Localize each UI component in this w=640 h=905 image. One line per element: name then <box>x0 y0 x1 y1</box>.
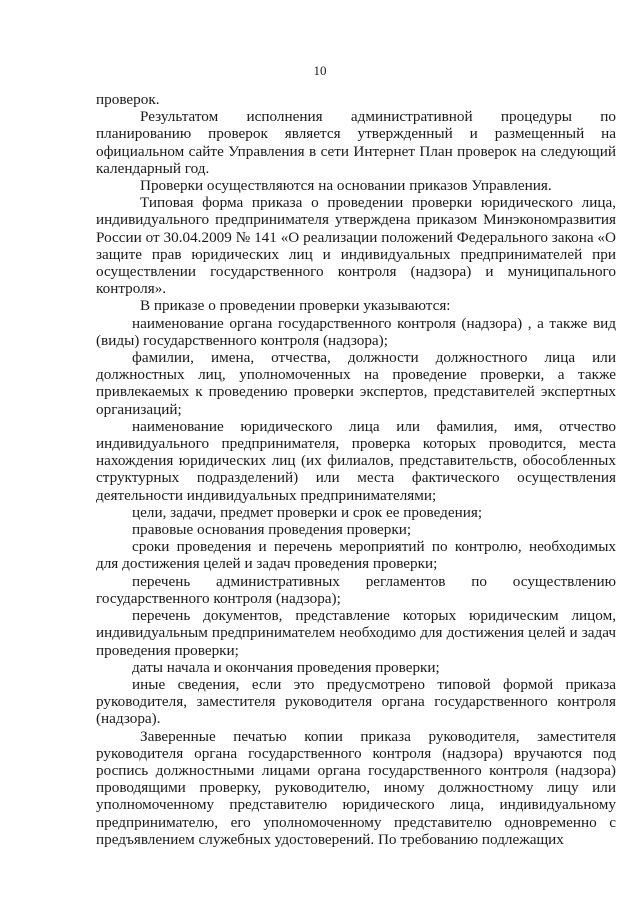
list-item: наименование органа государственного контроля (надзора) , а также вид (виды) государственного контроля (надзора); <box>96 314 616 349</box>
paragraph: Проверки осуществляются на основании приказов Управления. <box>140 177 552 195</box>
list-item: перечень документов, представление которых юридическим лицом, индивидуальным предпринимателем необходимо для достижения целей и задач проведения проверки; <box>96 607 616 659</box>
document-body <box>96 91 616 848</box>
list-item: цели, задачи, предмет проверки и срок ее проведения; <box>132 503 483 521</box>
list-item: правовые основания проведения проверки; <box>132 521 412 539</box>
list-item: сроки проведения и перечень мероприятий по контролю, необходимых для достижения целей и задач проведения проверки; <box>96 538 616 573</box>
paragraph: Заверенные печатью копии приказа руководителя, заместителя руководителя органа государственного контроля (надзора) вручаются под роспись должностными лицами органа государственного контроля (надзора) проводящими проверку, руководителю, иному должностному лицу или уполномоченному представителю юридического лица, индивидуальному предпринимателю, его уполномоченному представителю одновременно с предъявлением служебных удостоверений. По требованию подлежащих <box>96 727 616 848</box>
list-item: даты начала и окончания проведения проверки; <box>132 658 440 676</box>
list-item: иные сведения, если это предусмотрено типовой формой приказа руководителя, заместителя руководителя органа государственного контроля (надзора). <box>96 675 616 728</box>
paragraph: проверок. <box>96 91 160 108</box>
list-item: наименование юридического лица или фамилия, имя, отчество индивидуального предпринимателя, проверка которых проводится, места нахождения юридических лиц (их филиалов, представительств, обособленных структурных подразделений) или места фактического осуществления деятельности индивидуальных предпринимателями; <box>96 417 616 504</box>
paragraph: Результатом исполнения административной процедуры по планированию проверок является утвержденный и размещенный на официальном сайте Управления в сети Интернет План проверок на следующий календарный год. <box>96 108 616 177</box>
list-item: фамилии, имена, отчества, должности должностного лица или должностных лиц, уполномоченных на проведение проверки, а также привлекаемых к проведению проверки экспертов, представителей экспертных организаций; <box>96 349 616 418</box>
paragraph: Типовая форма приказа о проведении проверки юридического лица, индивидуального предпринимателя утверждена приказом Минэкономразвития России от 30.04.2009 № 141 «О реализации положений Федерального закона «О защите прав юридических лиц и индивидуальных предпринимателей при осуществлении государственного контроля (надзора) и муниципального контроля». <box>96 194 616 298</box>
page-number: 10 <box>313 63 327 78</box>
list-item: перечень административных регламентов по осуществлению государственного контроля (надзора); <box>96 572 616 607</box>
paragraph: В приказе о проведении проверки указываются: <box>140 297 451 315</box>
